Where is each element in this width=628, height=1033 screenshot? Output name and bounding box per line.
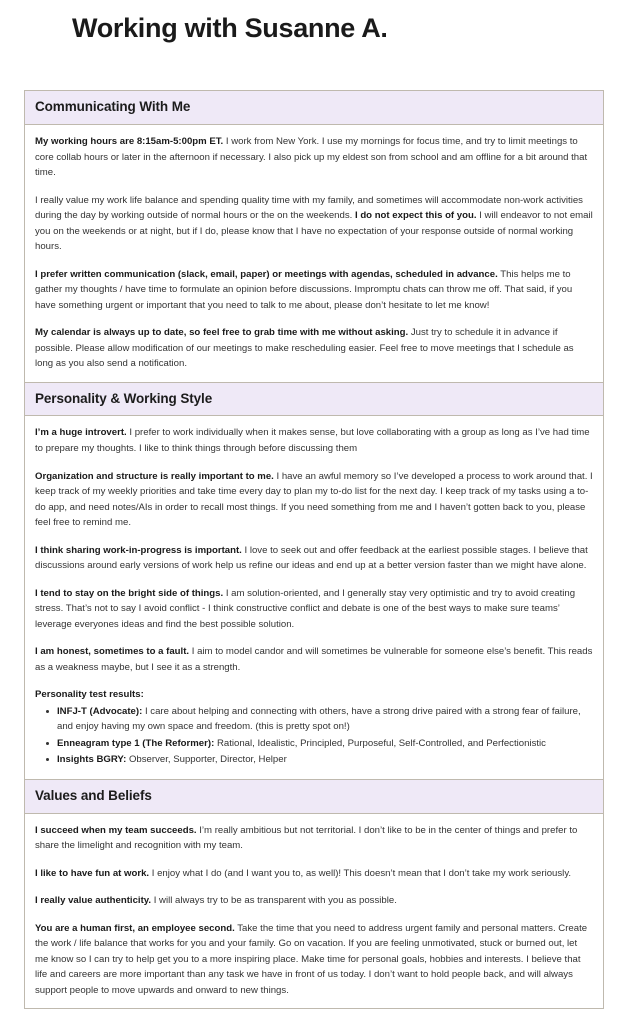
paragraph-text-after: I will endeavor to not email you on the weekends or at night, but if I do, please know that I have no expectation of your response outside of normal working hours.: [35, 210, 593, 253]
section-heading: Personality & Working Style: [35, 390, 213, 406]
paragraph-lead: I am honest, sometimes to a fault.: [35, 646, 190, 658]
section-body-personality-and-working-style: [25, 416, 603, 780]
paragraph-text: I really value my work life balance and spending quality time with my family, and sometimes will accommodate non-work activities during the day by working outside of normal hours or the on the weekends.: [35, 194, 583, 222]
section-body-communicating-with-me: [25, 125, 603, 383]
paragraph: [35, 325, 593, 372]
paragraph: [35, 823, 593, 854]
paragraph: [35, 134, 593, 181]
paragraph-lead: My working hours are 8:15am-5:00pm ET.: [35, 135, 224, 147]
paragraph-lead: I’m a huge introvert.: [35, 427, 127, 439]
paragraph: [35, 644, 593, 675]
section-header-values-and-beliefs: [25, 780, 603, 814]
list-item-text: I care about helping and connecting with others, have a strong drive paired with a strong fear of failure, and enjoy having my own space and freedom. (this is pretty spot on!): [57, 705, 581, 733]
paragraph-text: I work from New York. I use my mornings for focus time, and try to limit meetings to core collab hours or later in the afternoon if necessary. I also pick up my eldest son from school and am offline for a bit around that time.: [35, 135, 588, 179]
paragraph-lead: I succeed when my team succeeds.: [35, 824, 197, 836]
paragraph-lead: I really value authenticity.: [35, 895, 152, 907]
paragraph: [35, 469, 593, 531]
list-item-text: Observer, Supporter, Director, Helper: [126, 754, 287, 766]
paragraph-text: I love to seek out and offer feedback at the earliest possible stages. I believe that discussions around early versions of work help us refine our ideas and end up at a better version faster than we might have alone.: [35, 544, 588, 572]
paragraph-lead: I tend to stay on the bright side of things.: [35, 587, 224, 599]
list-item: [57, 752, 593, 768]
paragraph-lead: I prefer written communication (slack, email, paper) or meetings with agendas, scheduled in advance.: [35, 268, 498, 280]
section-header-personality-and-working-style: [25, 383, 603, 417]
paragraph-lead: I like to have fun at work.: [35, 867, 150, 879]
paragraph-text: I enjoy what I do (and I want you to, as well)! This doesn’t mean that I don’t take my work seriously.: [149, 867, 572, 879]
paragraph-text: I am solution-oriented, and I generally stay very optimistic and try to avoid creating stress. That’s not to say I avoid conflict - I think constructive conflict and debate is one of the best ways to make sure teams’ leverage everyones ideas and find the best possible solution.: [35, 587, 576, 630]
paragraph: [35, 425, 593, 456]
section-body-values-and-beliefs: [25, 814, 603, 1009]
paragraph-text: I prefer to work individually when it makes sense, but love collaborating with a group as long as I’ve had time to prepare my thoughts. I like to think things through before discussing them: [35, 427, 590, 454]
paragraph-text: I’m really ambitious but not territorial. I don’t like to be in the center of things and prefer to share the limelight and recognition with my team.: [35, 824, 578, 852]
paragraph: [35, 543, 593, 574]
paragraph-lead: Organization and structure is really important to me.: [35, 470, 274, 482]
list-intro: Personality test results:: [35, 689, 144, 701]
paragraph-lead: My calendar is always up to date, so feel free to grab time with me without asking.: [35, 327, 409, 339]
paragraph-inline-emphasis: I do not expect this of you.: [354, 210, 477, 222]
paragraph: [35, 893, 593, 909]
list-item-label: INFJ-T (Advocate):: [57, 705, 143, 717]
paragraph-text: Just try to schedule it in advance if possible. Please allow modification of our meetings to make rescheduling easier. Feel free to move meetings that I schedule as long as you also send a notification.: [35, 327, 574, 370]
paragraph: [35, 866, 593, 882]
section-header-communicating-with-me: [25, 91, 603, 125]
paragraph-text: I will always try to be as transparent with you as possible.: [151, 895, 397, 907]
paragraph-lead: I think sharing work-in-progress is important.: [35, 544, 242, 556]
section-heading: Communicating With Me: [35, 99, 191, 115]
paragraph-lead: You are a human first, an employee second.: [35, 922, 235, 934]
paragraph-text: Take the time that you need to address urgent family and personal matters. Create the work / life balance that works for you and your family. Go on vacation. If you are feeling unmotivated, stuck or burned out, let me know so I can try to help get you to a more inspiring place. Make time for personal goals, hobbies and interests. I believe that life and careers are more important than any task we have in front of us today. I don’t want to hold people back, and will always support people to move upwards and onward to new things.: [35, 922, 588, 996]
paragraph: [35, 193, 593, 255]
paragraph-text: I have an awful memory so I’ve developed a process to work around that. I keep track of my weekly priorities and take time every day to plan my to-do list for the next day. I keep track of my tasks using a to-do app, and need notes/AIs in order to recall most things. If you need something from me and I haven’t gotten back to you, please feel free to remind me.: [35, 470, 593, 529]
paragraph-text: I aim to model candor and will sometimes be vulnerable for someone else’s benefit. This reads as a weakness maybe, but I see it as a strength.: [35, 646, 593, 673]
personality-results-list: [35, 704, 593, 768]
paragraph-text: This helps me to gather my thoughts / have time to formulate an opinion before discussions. Impromptu chats can throw me off. That said, if you have something urgent or important that you need to talk to me about, please don’t hesitate to let me know!: [35, 268, 573, 311]
paragraph: [35, 267, 593, 314]
paragraph: [35, 586, 593, 633]
list-item-label: Insights BGRY:: [57, 754, 127, 766]
page-title: Working with Susanne A.: [72, 13, 388, 43]
section-heading: Values and Beliefs: [35, 788, 152, 803]
list-item: [57, 736, 593, 752]
list-item-text: Rational, Idealistic, Principled, Purposeful, Self-Controlled, and Perfectionistic: [214, 737, 546, 749]
list-item-label: Enneagram type 1 (The Reformer):: [57, 737, 215, 749]
sections-container: [25, 91, 603, 1008]
working-with-me-table: [24, 90, 604, 1009]
paragraph: [35, 921, 593, 999]
list-item: [57, 704, 593, 735]
